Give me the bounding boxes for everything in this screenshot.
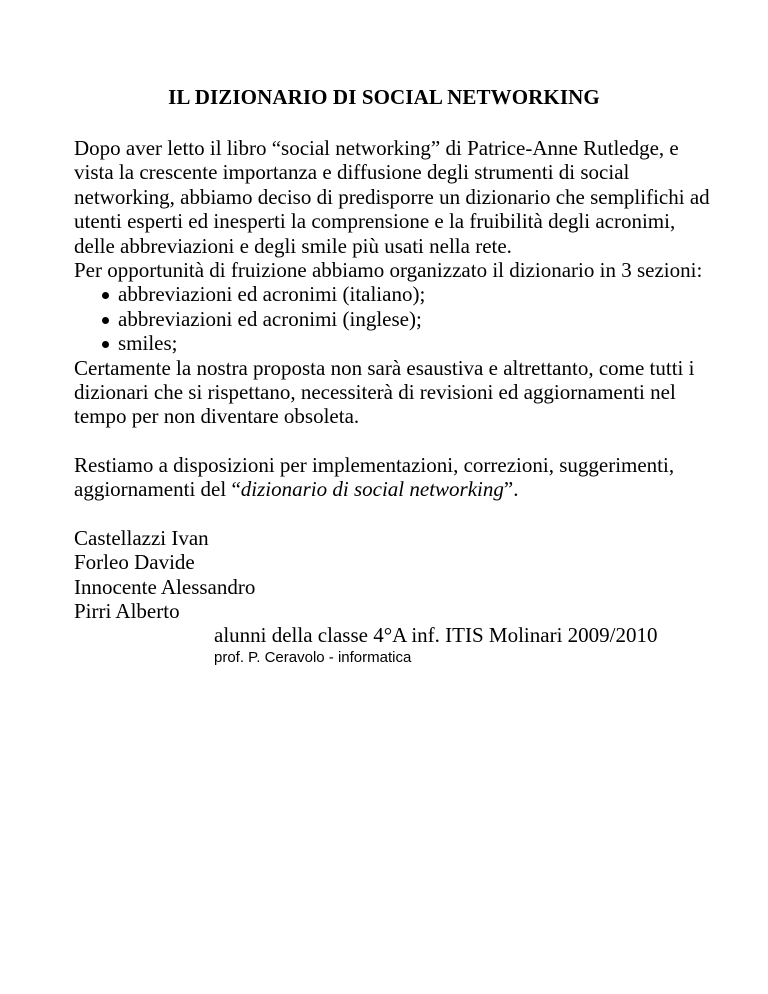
intro-paragraph: Dopo aver letto il libro “social networking” di Patrice-Anne Rutledge, e vista la crescente importanza e diffusione degli strumenti di social networking, abbiamo deciso di predisporre un dizionario che semplifichi ad utenti esperti ed inesperti la comprensione e la fruibilità degli acronimi, delle abbreviazioni e degli smile più usati nella rete. <box>74 136 710 258</box>
bullet-icon <box>102 317 109 324</box>
sections-intro-paragraph: Per opportunità di fruizione abbiamo organizzato il dizionario in 3 sezioni: <box>74 258 703 283</box>
availability-prefix: Restiamo a disposizioni per implementazioni, correzioni, suggerimenti, aggiornamenti del “ <box>74 452 675 502</box>
bullet-icon <box>102 292 109 299</box>
availability-suffix: ”. <box>503 477 519 502</box>
professor-signature: prof. P. Ceravolo - informatica <box>214 648 412 666</box>
author-name: Innocente Alessandro <box>74 574 256 599</box>
sections-list <box>74 282 714 355</box>
paragraph-spacer <box>74 502 714 526</box>
bullet-icon <box>102 341 109 348</box>
list-item <box>74 331 714 355</box>
closing-paragraph: Certamente la nostra proposta non sarà esaustiva e altrettanto, come tutti i dizionari che si rispettano, necessiterà di revisioni ed aggiornamenti nel tempo per non diventare obsoleta. <box>74 355 695 429</box>
document-body <box>74 136 714 668</box>
class-signature: alunni della classe 4°A inf. ITIS Molinari 2009/2010 <box>214 623 658 648</box>
availability-paragraph <box>74 453 714 502</box>
dictionary-name: dizionario di social networking <box>240 477 504 502</box>
list-item <box>74 307 714 331</box>
list-item <box>74 282 714 306</box>
author-name: Pirri Alberto <box>74 598 180 623</box>
document-title: IL DIZIONARIO DI SOCIAL NETWORKING <box>168 85 600 109</box>
authors-list <box>74 526 714 624</box>
list-item-label: abbreviazioni ed acronimi (inglese); <box>118 306 422 331</box>
list-item-label: smiles; <box>118 331 178 356</box>
author-name: Castellazzi Ivan <box>74 525 209 550</box>
paragraph-spacer <box>74 429 714 453</box>
author-name: Forleo Davide <box>74 550 195 575</box>
list-item-label: abbreviazioni ed acronimi (italiano); <box>118 282 426 307</box>
